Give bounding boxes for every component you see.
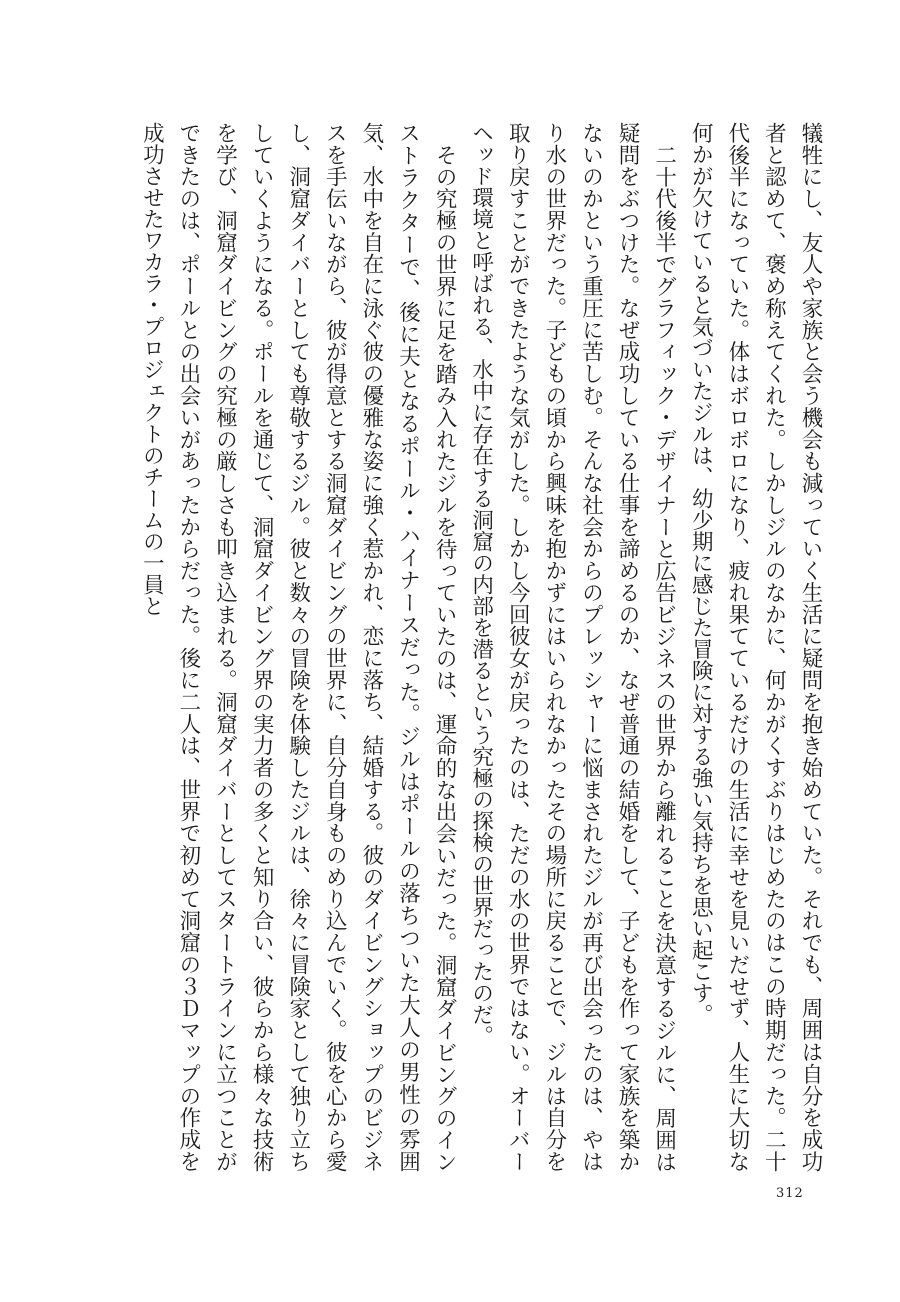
paragraph-3: その究極の世界に足を踏み入れたジルを待っていたのは、運命的な出会いだった。洞窟ダイビングのインストラクターで、後に夫となるポール・ハイナースだった。ジルはポールの落ちついた大人の男性の雰囲気、水中を自在に泳ぐ彼の優雅な姿に強く惹かれ、恋に落ち、結婚する。彼のダイビングショップのビジネスを手伝いながら、彼が得意とする洞窟ダイビングの世界に、自分自身ものめり込んでいく。彼を心から愛し、洞窟ダイバーとしても尊敬するジル。彼と数々の冒険を体験したジルは、徐々に冒険家として独り立ちしていくようになる。ポールを通じて、洞窟ダイビング界の実力者の多くと知り合い、彼らから様々な技術を学び、洞窟ダイビングの究極の厳しさも叩き込まれる。洞窟ダイバーとしてスタートラインに立つことができたのは、ポールとの出会いがあったからだった。後に二人は、世界で初めて洞窟の３Ｄマップの作成を成功させたワカラ・プロジェクトのチームの一員と	[139, 122, 458, 1172]
paragraph-2: 二十代後半でグラフィック・デザイナーと広告ビジネスの世界から離れることを決意するジルに、周囲は疑問をぶつけた。なぜ成功している仕事を諦めるのか、なぜ普通の結婚をして、子どもを作って家族を築かないのかという重圧に苦しむ。そんな社会からのプレッシャーに悩まされたジルが再び出会ったのは、やはり水の世界だった。子どもの頃から興味を抱かずにはいられなかったその場所に戻ることで、ジルは自分を取り戻すことができたような気がした。しかし今回彼女が戻ったのは、ただの水の世界ではない。オーバーヘッド環境と呼ばれる、水中に存在する洞窟の内部を潜るという究極の探検の世界だったのだ。	[468, 122, 677, 1172]
body-text	[68, 122, 828, 1172]
paragraph-1: 犠牲にし、友人や家族と会う機会も減っていく生活に疑問を抱き始めていた。それでも、周囲は自分を成功者と認めて、褒め称えてくれた。しかしジルのなかに、何かがくすぶりはじめたのはこの時期だった。二十代後半になっていた。体はボロボロになり、疲れ果てているだけの生活に幸せを見いだせず、人生に大切な何かが欠けていると気づいたジルは、幼少期に感じた冒険に対する強い気持ちを思い起こす。	[688, 122, 823, 1172]
page-number: 312	[776, 1186, 804, 1201]
